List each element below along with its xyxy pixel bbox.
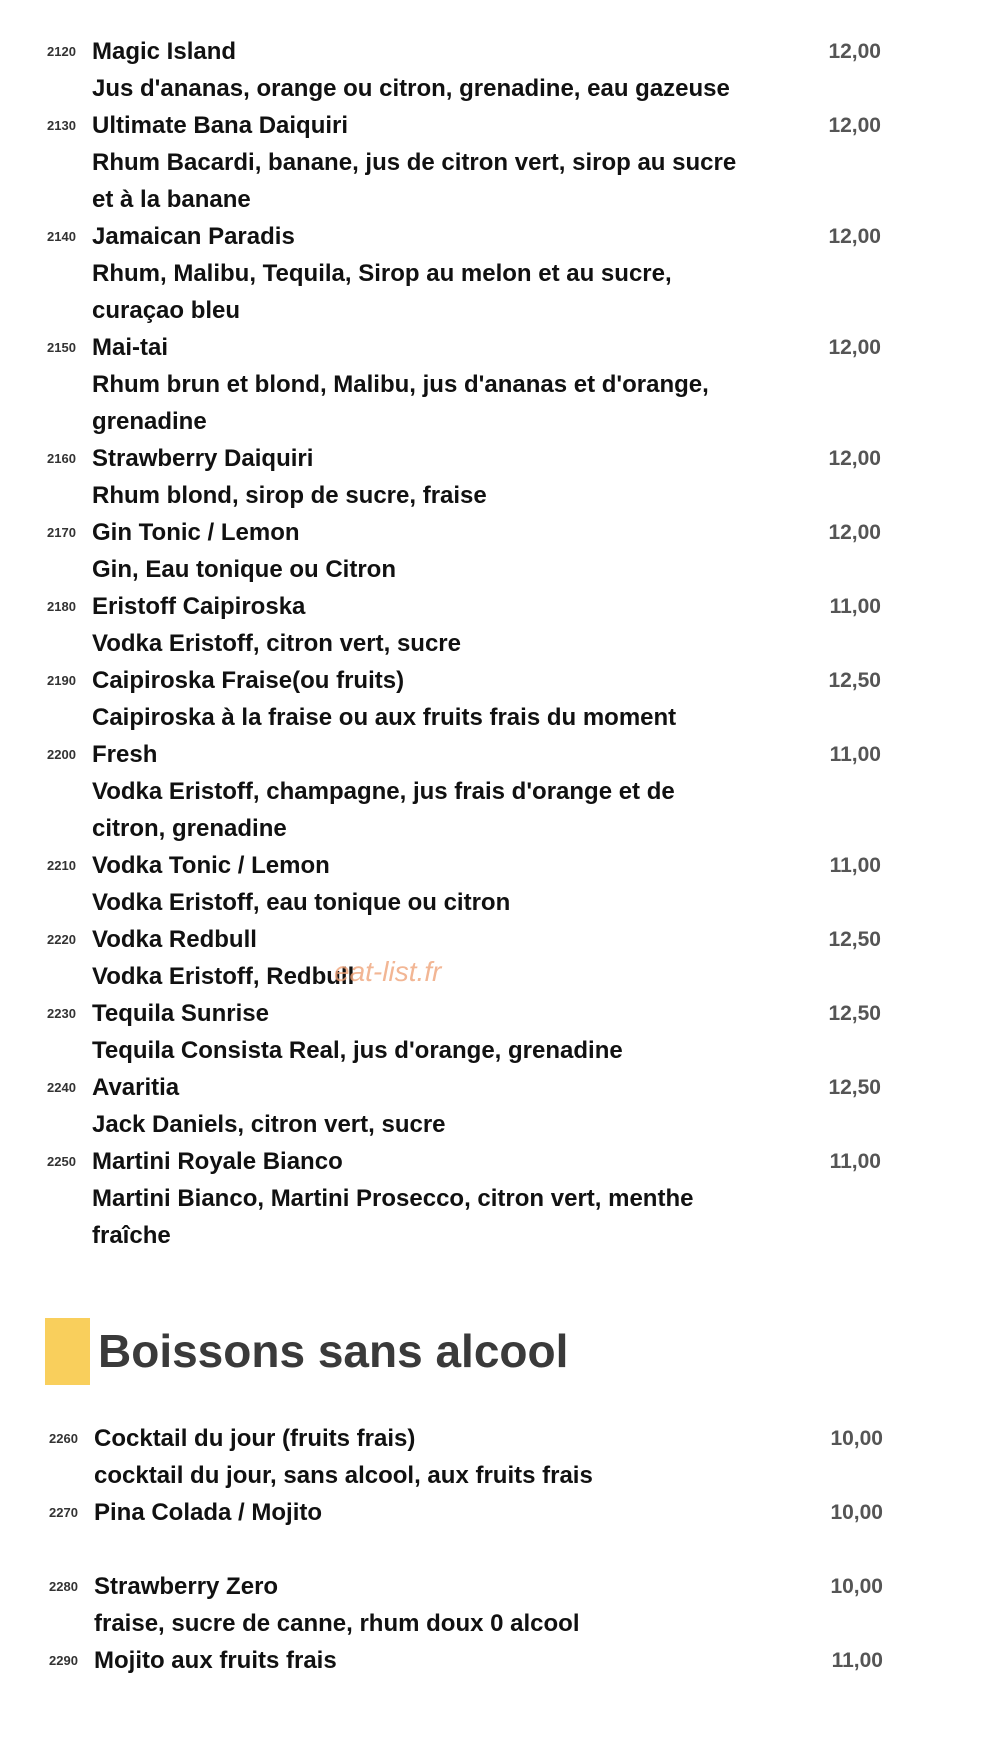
menu-item-header bbox=[0, 1143, 989, 1180]
item-description: Rhum brun et blond, Malibu, jus d'ananas et d'orange, grenadine bbox=[92, 371, 709, 435]
menu-item-header bbox=[2, 1568, 989, 1605]
menu-item-header bbox=[0, 736, 989, 773]
menu-item-header bbox=[0, 995, 989, 1032]
menu-item bbox=[0, 107, 989, 218]
item-code: 2280 bbox=[49, 1579, 78, 1594]
menu-item bbox=[0, 440, 989, 514]
item-name: Caipiroska Fraise(ou fruits) bbox=[92, 667, 405, 694]
menu-item bbox=[2, 1642, 989, 1679]
menu-item-header bbox=[0, 921, 989, 958]
item-description: Jus d'ananas, orange ou citron, grenadine, eau gazeuse bbox=[92, 75, 730, 102]
menu-item bbox=[0, 995, 989, 1069]
item-description: Rhum, Malibu, Tequila, Sirop au melon et au sucre, curaçao bleu bbox=[92, 260, 672, 324]
item-price: 12,50 bbox=[828, 1076, 881, 1099]
item-price: 12,00 bbox=[828, 225, 881, 248]
item-name: Eristoff Caipiroska bbox=[92, 593, 306, 620]
item-description: Vodka Eristoff, Redbull bbox=[92, 963, 355, 990]
menu-item bbox=[0, 1069, 989, 1143]
item-description: Martini Bianco, Martini Prosecco, citron vert, menthe fraîche bbox=[92, 1185, 694, 1249]
item-code: 2230 bbox=[47, 1006, 76, 1021]
soft-drink-items bbox=[2, 1420, 989, 1679]
item-code: 2140 bbox=[47, 229, 76, 244]
item-code: 2290 bbox=[49, 1653, 78, 1668]
menu-item bbox=[0, 847, 989, 921]
item-name: Vodka Redbull bbox=[92, 926, 257, 953]
item-name: Ultimate Bana Daiquiri bbox=[92, 112, 349, 139]
item-code: 2270 bbox=[49, 1505, 78, 1520]
item-code: 2190 bbox=[47, 673, 76, 688]
item-description: Jack Daniels, citron vert, sucre bbox=[92, 1111, 446, 1138]
menu-item-header bbox=[0, 514, 989, 551]
item-price: 11,00 bbox=[829, 595, 881, 618]
item-code: 2170 bbox=[47, 525, 76, 540]
item-description: Rhum blond, sirop de sucre, fraise bbox=[92, 482, 487, 509]
item-price: 11,00 bbox=[829, 854, 881, 877]
menu-item bbox=[0, 514, 989, 588]
menu-item bbox=[2, 1420, 989, 1494]
item-name: Avaritia bbox=[92, 1074, 180, 1101]
menu-item-header bbox=[0, 107, 989, 144]
item-price: 12,50 bbox=[828, 669, 881, 692]
item-price: 10,00 bbox=[830, 1501, 883, 1524]
item-description: Vodka Eristoff, champagne, jus frais d'orange et de citron, grenadine bbox=[92, 778, 675, 842]
menu-item-header bbox=[2, 1494, 989, 1531]
item-code: 2250 bbox=[47, 1154, 76, 1169]
item-price: 10,00 bbox=[830, 1427, 883, 1450]
item-price: 12,50 bbox=[828, 1002, 881, 1025]
item-code: 2180 bbox=[47, 599, 76, 614]
item-code: 2240 bbox=[47, 1080, 76, 1095]
cocktail-items bbox=[0, 33, 989, 1254]
item-name: Pina Colada / Mojito bbox=[94, 1499, 323, 1526]
item-price: 12,00 bbox=[828, 521, 881, 544]
soft-drink-list bbox=[2, 1420, 989, 1679]
menu-item-header bbox=[0, 1069, 989, 1106]
menu-item bbox=[0, 736, 989, 847]
item-description: Vodka Eristoff, eau tonique ou citron bbox=[92, 889, 511, 916]
item-code: 2120 bbox=[47, 44, 76, 59]
menu-item-header bbox=[0, 588, 989, 625]
item-name: Martini Royale Bianco bbox=[92, 1148, 343, 1175]
menu-item-header bbox=[0, 33, 989, 70]
menu-item bbox=[0, 329, 989, 440]
item-description: Gin, Eau tonique ou Citron bbox=[92, 556, 396, 583]
menu-item bbox=[0, 1143, 989, 1254]
menu-item bbox=[0, 662, 989, 736]
item-name: Jamaican Paradis bbox=[92, 223, 295, 250]
menu-item bbox=[2, 1568, 989, 1642]
cocktail-list bbox=[0, 33, 989, 1254]
menu-item-header bbox=[0, 847, 989, 884]
section-accent-bar bbox=[45, 1318, 90, 1385]
menu-item bbox=[0, 33, 989, 107]
item-name: Gin Tonic / Lemon bbox=[92, 519, 300, 546]
item-name: Strawberry Daiquiri bbox=[92, 445, 314, 472]
menu-item-header bbox=[0, 218, 989, 255]
item-price: 12,00 bbox=[828, 114, 881, 137]
menu-item bbox=[0, 588, 989, 662]
item-name: Cocktail du jour (fruits frais) bbox=[94, 1425, 416, 1452]
menu-item-header bbox=[0, 662, 989, 699]
item-name: Vodka Tonic / Lemon bbox=[92, 852, 330, 879]
item-name: Magic Island bbox=[92, 38, 237, 65]
item-price: 11,00 bbox=[829, 743, 881, 766]
item-code: 2130 bbox=[47, 118, 76, 133]
item-description: Vodka Eristoff, citron vert, sucre bbox=[92, 630, 461, 657]
item-description: Caipiroska à la fraise ou aux fruits frais du moment bbox=[92, 704, 677, 731]
watermark: eat-list.fr bbox=[334, 956, 442, 987]
item-code: 2260 bbox=[49, 1431, 78, 1446]
menu-item-header bbox=[0, 329, 989, 366]
item-name: Mai-tai bbox=[92, 334, 169, 361]
item-price: 10,00 bbox=[830, 1575, 883, 1598]
menu-item bbox=[0, 921, 989, 995]
menu-item bbox=[0, 218, 989, 329]
item-price: 11,00 bbox=[831, 1649, 883, 1672]
item-price: 12,00 bbox=[828, 336, 881, 359]
item-price: 12,00 bbox=[828, 40, 881, 63]
item-code: 2220 bbox=[47, 932, 76, 947]
item-code: 2160 bbox=[47, 451, 76, 466]
item-code: 2210 bbox=[47, 858, 76, 873]
item-description: fraise, sucre de canne, rhum doux 0 alcool bbox=[94, 1610, 580, 1637]
item-description: cocktail du jour, sans alcool, aux fruits frais bbox=[94, 1462, 593, 1489]
item-description: Rhum Bacardi, banane, jus de citron vert, sirop au sucre et à la banane bbox=[92, 149, 737, 213]
item-name: Strawberry Zero bbox=[94, 1573, 279, 1600]
section-title: Boissons sans alcool bbox=[98, 1325, 569, 1377]
menu-item bbox=[2, 1494, 989, 1531]
section-header bbox=[0, 1313, 989, 1383]
item-price: 12,50 bbox=[828, 928, 881, 951]
item-name: Fresh bbox=[92, 741, 158, 768]
item-code: 2150 bbox=[47, 340, 76, 355]
item-name: Mojito aux fruits frais bbox=[94, 1647, 337, 1674]
item-price: 11,00 bbox=[829, 1150, 881, 1173]
item-name: Tequila Sunrise bbox=[92, 1000, 269, 1027]
menu-item-header bbox=[2, 1420, 989, 1457]
item-description: Tequila Consista Real, jus d'orange, grenadine bbox=[92, 1037, 623, 1064]
menu-item-header bbox=[2, 1642, 989, 1679]
menu-item-header bbox=[0, 440, 989, 477]
item-price: 12,00 bbox=[828, 447, 881, 470]
item-code: 2200 bbox=[47, 747, 76, 762]
